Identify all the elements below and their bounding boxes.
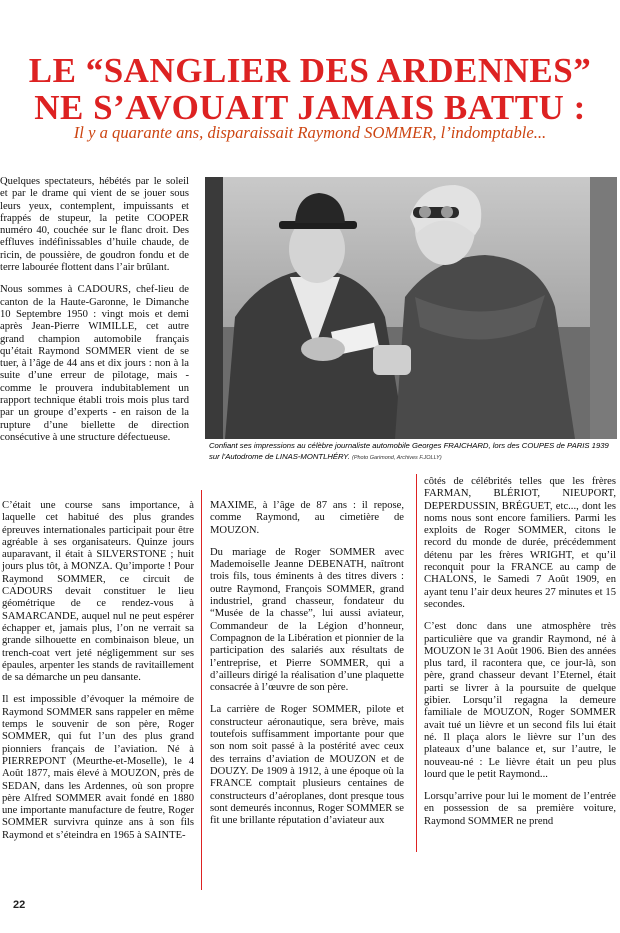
body-paragraph: C’est donc dans une atmosphère très particulière que va grandir Raymond, né à MOUZON le 31 Août 1906. Bien des années plus tard, il racontera que, ce jour-là, son père, grand chasseur devant l’Eternel, était parti se livrer à la poursuite de quelque gibier. Lorsqu’il regagna la demeure familiale de MOUZON, Roger SOMMER avait tué un lièvre et un second fils lui était né. Il plaça alors le lièvre sur l’un des plateaux d’une balance et, sur l’autre, le nouveau-né : Le lièvre était un peu plus lourd que le petit Raymond... [424, 621, 616, 780]
body-paragraph: Du mariage de Roger SOMMER avec Mademoiselle Jeanne DEBENATH, naîtront trois fils, tous éminents à des titres divers : outre Raymond, François SOMMER, grand industriel, grand chasseur, fondateur du “Musée de la chasse”, lui aussi aviateur, Commandeur de la Légion d’honneur, Compagnon de la Libération et pionnier de la participation des salariés aux résultats de l’entreprise, et Pierre SOMMER, qui a d’ailleurs dirigé la réalisation d’une plaquette consacrée à l’œuvre de son père. [210, 546, 404, 694]
article-photo [205, 177, 617, 439]
intro-column [0, 176, 189, 454]
body-paragraph: Il est impossible d’évoquer la mémoire de Raymond SOMMER sans rappeler en même temps le souvenir de son père, Roger SOMMER, qui fut l’un des plus grand pionniers français de l’aviation. Né à PIERREPONT (Meurthe-et-Moselle), le 4 Août 1877, mais élevé à MOUZON, près de SEDAN, dans les Ardennes, où son propre père Alfred SOMMER avait fondé en 1880 une importante manufacture de feutre, Roger SOMMER survivra quinze ans à son fils Raymond et s’éteindra en 1965 à SAINTE- [2, 694, 194, 841]
article-title-line-2: NE S’AVOUAIT JAMAIS BATTU : [34, 88, 586, 127]
column-divider [416, 474, 417, 852]
article-title-line-1: LE “SANGLIER DES ARDENNES” [28, 51, 592, 90]
body-paragraph: La carrière de Roger SOMMER, pilote et constructeur aéronautique, sera brève, mais toutefois suffisamment importante pour que son nom soit passé à la postérité avec ceux des terrains d’aviation de MOUZON et de DOUZY. De 1909 à 1912, à une époque où la FRANCE comptait plusieurs centaines de constructeurs d’aéroplanes, dont presque tous sont demeurés inconnus, Roger SOMMER se fit une brillante réputation d’aviateur aux [210, 704, 404, 827]
photo-credit: (Photo Garimond, Archives F.JOLLY) [351, 455, 442, 461]
intro-paragraph: Quelques spectateurs, hébétés par le soleil et par le drame qui vient de se jouer sous leurs yeux, contemplent, impuissants et frappés de stupeur, la petite COOPER numéro 40, couchée sur le flanc droit. Des effluves indéfinissables d’huile chaude, de ricin, de poussière, de goudron fondu et de terre labourée flottent dans l’air brûlant. [0, 176, 189, 274]
body-column-1 [2, 500, 194, 852]
body-column-3 [424, 476, 616, 838]
body-column-2 [210, 500, 404, 837]
body-paragraph: C’était une course sans importance, à laquelle cet habitué des plus grandes épreuves internationales participait pour être agréable à ses organisateurs. Quinze jours auparavant, il était à SILVERSTONE ; huit jours plus tôt, à MONZA. Qu’importe ! Pour Raymond SOMMER, ce circuit de CADOURS devait constituer le lieu géométrique de ce rendez-vous à SAMARCANDE, auquel nul ne peut espérer échapper et, jamais plus, l’on ne verrait sa grande silhouette en combinaison bleue, un trench-coat vert jeté négligemment sur ses épaules, arpenter les stands de ravitaillement de sa démarche un peu dansante. [2, 500, 194, 684]
body-paragraph: côtés de célébrités telles que les frères FARMAN, BLÉRIOT, NIEUPORT, DEPERDUSSIN, BRÉGUET, etc..., dont les noms nous sont encore familiers. Parmi les exploits de Roger SOMMER, citons le record du monde de durée, précédemment détenu par les frères WRIGHT, et qu’il reconquit pour la FRANCE au camp de CHALONS, le Samedi 7 Août 1909, en ayant tenu l’air deux heures 27 minutes et 15 secondes. [424, 476, 616, 610]
intro-paragraph: Nous sommes à CADOURS, chef-lieu de canton de la Haute-Garonne, le Dimanche 10 Septembre 1950 : vingt mois et demi après Jean-Pierre WIMILLE, cet autre grand champion automobile français qu’était Raymond SOMMER vient de se tuer, à l’âge de 44 ans et dix jours : non à la suite d’une erreur de pilotage, mais - comme le prouvera indubitablement un rapport technique établi trois mois plus tard par un groupe d’experts - en raison de la rupture d’une biellette de direction consécutive à une structure défectueuse. [0, 284, 189, 443]
article-subtitle: Il y a quarante ans, disparaissait Raymond SOMMER, l’indomptable... [73, 123, 547, 142]
column-divider [201, 490, 202, 890]
page-number: 22 [13, 899, 26, 911]
body-paragraph: MAXIME, à l’âge de 87 ans : il repose, comme Raymond, au cimetière de MOUZON. [210, 500, 404, 536]
photo-caption [209, 440, 614, 464]
body-paragraph: Lorsqu’arrive pour lui le moment de l’entrée en possession de sa première voiture, Raymond SOMMER ne prend [424, 791, 616, 827]
caption-text: Confiant ses impressions au célèbre journaliste automobile Georges FRAICHARD, lors des COUPES de PARIS 1939 sur l’Autodrome de LINAS-MONTLHÉRY. [209, 441, 609, 461]
